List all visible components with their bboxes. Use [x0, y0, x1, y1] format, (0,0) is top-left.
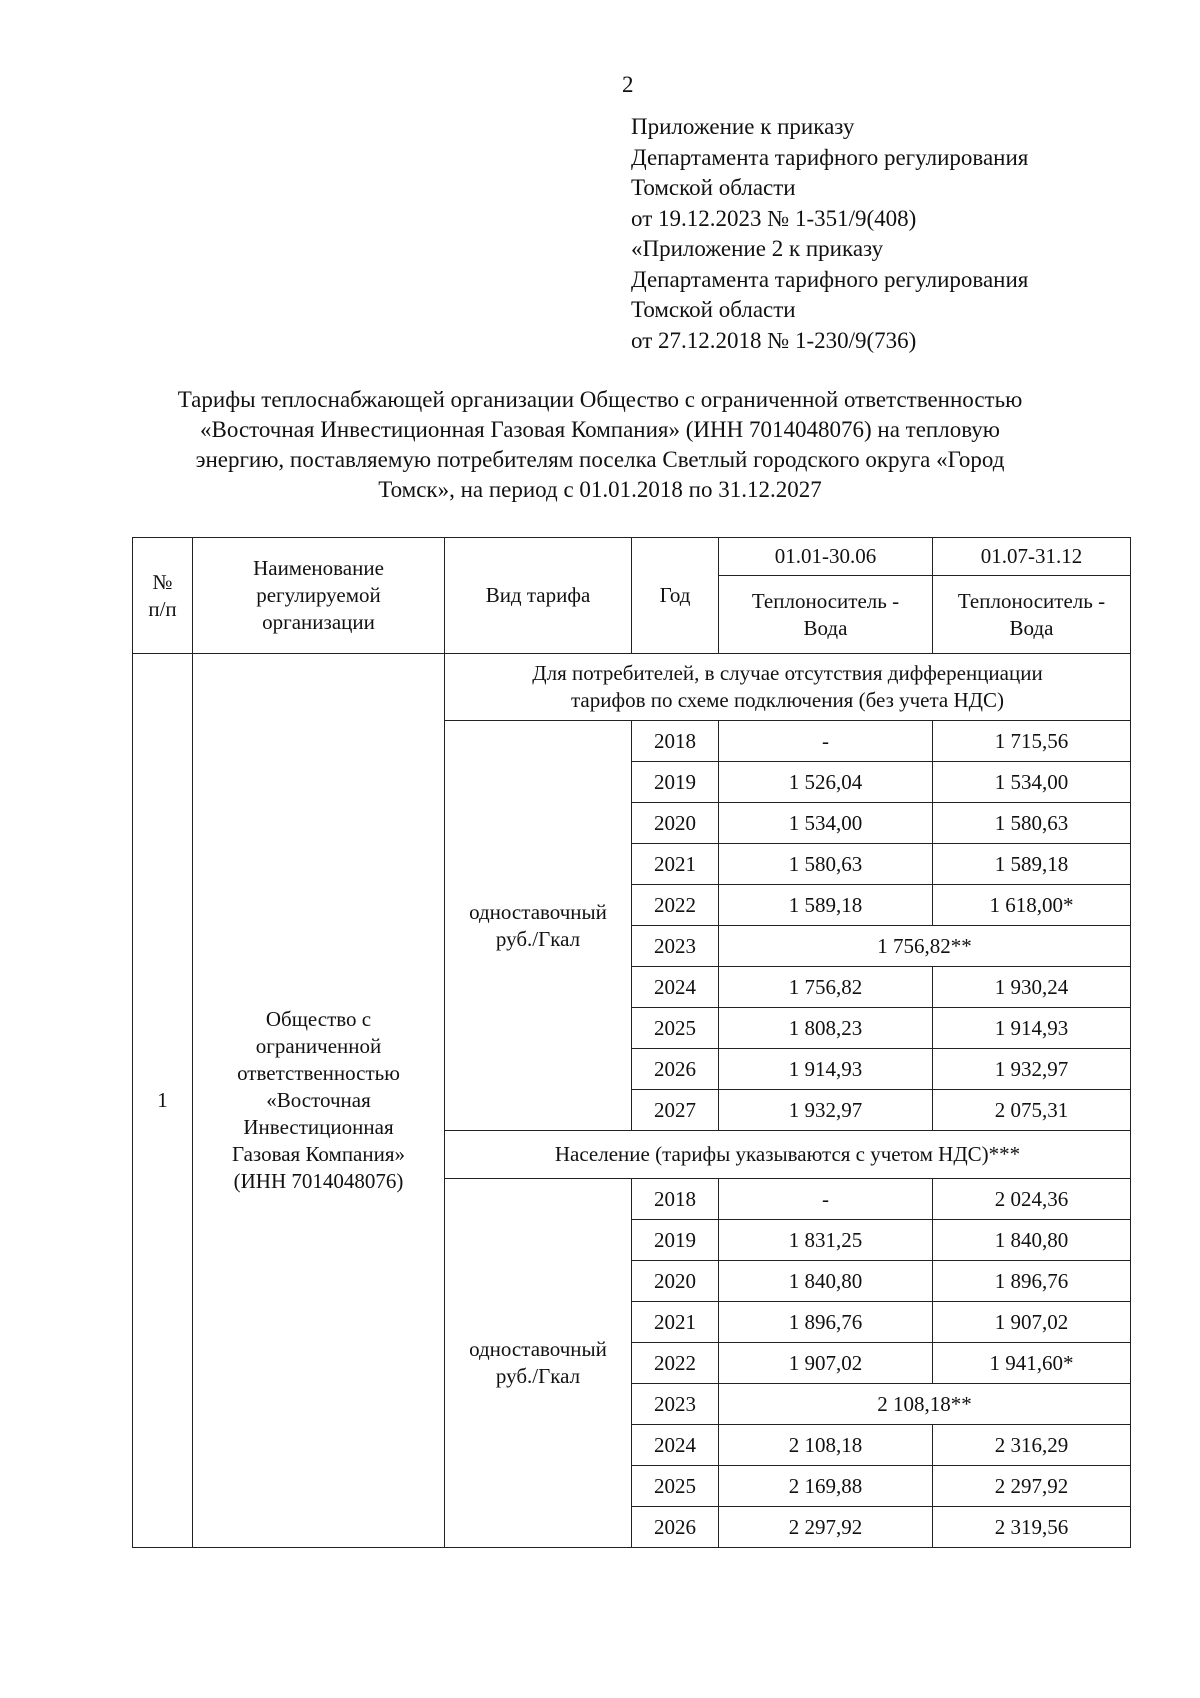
header-medium-line: Теплоноситель - — [751, 588, 900, 613]
tariff-value-h2: 2 297,92 — [933, 1466, 1131, 1507]
header-line: Приложение к приказу — [631, 114, 855, 139]
header-org — [193, 538, 445, 654]
organization-name-line: Газовая Компания» — [231, 1142, 406, 1166]
section-title-line: Для потребителей, в случае отсутствия дифференциации — [532, 661, 1043, 685]
tariff-value-h2: 1 840,80 — [933, 1220, 1131, 1261]
header-line: от 27.12.2018 № 1-230/9(736) — [631, 327, 917, 353]
document-title — [110, 385, 1090, 505]
tariff-value-h1: 1 831,25 — [719, 1220, 933, 1261]
tariff-value-h1: 2 108,18 — [719, 1425, 933, 1466]
year-cell: 2019 — [632, 762, 719, 803]
year-cell: 2020 — [632, 803, 719, 844]
year-cell: 2024 — [632, 967, 719, 1008]
organization-name-line: Общество с — [265, 1007, 372, 1031]
year-cell: 2018 — [632, 721, 719, 762]
tariff-value-merged: 1 756,82** — [719, 926, 1131, 967]
section-header-row — [133, 654, 1131, 721]
tariff-value-h1: 1 534,00 — [719, 803, 933, 844]
tariff-value-h2: 1 715,56 — [933, 721, 1131, 762]
title-line: Тарифы теплоснабжающей организации Общество с ограниченной ответственностью — [177, 387, 1023, 412]
section-title — [445, 654, 1131, 721]
tariff-value-h1: 1 840,80 — [719, 1261, 933, 1302]
header-org-line: Наименование — [253, 556, 384, 580]
header-medium-line: Вода — [1009, 615, 1054, 640]
tariff-value-h2: 1 907,02 — [933, 1302, 1131, 1343]
tariff-value-h2: 2 075,31 — [933, 1090, 1131, 1131]
year-cell: 2025 — [632, 1466, 719, 1507]
section-title-line: тарифов по схеме подключения (без учета НДС) — [570, 688, 1004, 712]
tariff-value-h1: 1 896,76 — [719, 1302, 933, 1343]
year-cell: 2018 — [632, 1179, 719, 1220]
order-header — [631, 112, 1028, 356]
tariff-value-h2: 1 580,63 — [933, 803, 1131, 844]
header-org-line: организации — [262, 610, 375, 634]
title-line: Томск», на период с 01.01.2018 по 31.12.2027 — [378, 477, 822, 502]
year-cell: 2023 — [632, 926, 719, 967]
header-num — [133, 538, 193, 654]
tariff-value-h1: 1 932,97 — [719, 1090, 933, 1131]
organization-name-line: ограниченной — [255, 1034, 382, 1058]
section-title-line: Население (тарифы указываются с учетом НДС)*** — [554, 1142, 1021, 1166]
year-cell: 2022 — [632, 1343, 719, 1384]
tariff-value-h1: - — [719, 1179, 933, 1220]
header-num-line: № — [152, 569, 173, 594]
tariff-value-h1: 2 297,92 — [719, 1507, 933, 1548]
header-medium-line: Вода — [803, 615, 848, 640]
header-num-line: п/п — [148, 596, 177, 621]
tariff-type-line: руб./Гкал — [495, 926, 581, 951]
tariff-value-h2: 2 316,29 — [933, 1425, 1131, 1466]
section-title — [445, 1131, 1131, 1179]
year-cell: 2025 — [632, 1008, 719, 1049]
organization-name-line: ответственностью — [237, 1061, 400, 1085]
header-tariff-type: Вид тарифа — [445, 538, 632, 654]
header-line: Томской области — [631, 297, 796, 322]
tariff-value-h2: 1 932,97 — [933, 1049, 1131, 1090]
tariff-value-h2: 1 534,00 — [933, 762, 1131, 803]
header-medium-2 — [933, 576, 1131, 654]
header-period-2: 01.07-31.12 — [933, 538, 1131, 576]
header-line: от 19.12.2023 № 1-351/9(408) — [631, 205, 917, 231]
tariff-value-h2: 1 589,18 — [933, 844, 1131, 885]
organization-name-line: (ИНН 7014048076) — [233, 1169, 404, 1193]
year-cell: 2020 — [632, 1261, 719, 1302]
tariff-value-h1: 1 526,04 — [719, 762, 933, 803]
title-line: «Восточная Инвестиционная Газовая Компания» (ИНН 7014048076) на тепловую — [200, 417, 1000, 442]
tariff-value-h2: 1 930,24 — [933, 967, 1131, 1008]
header-period-1: 01.01-30.06 — [719, 538, 933, 576]
header-line: Томской области — [631, 175, 796, 200]
tariff-value-h2: 2 319,56 — [933, 1507, 1131, 1548]
header-row — [133, 538, 1131, 576]
organization-name-line: «Восточная — [266, 1088, 371, 1112]
tariff-table — [132, 537, 1131, 1548]
header-line: Департамента тарифного регулирования — [631, 266, 1029, 292]
year-cell: 2026 — [632, 1049, 719, 1090]
tariff-value-h1: 2 169,88 — [719, 1466, 933, 1507]
tariff-type — [445, 1179, 632, 1548]
tariff-value-merged: 2 108,18** — [719, 1384, 1131, 1425]
year-cell: 2026 — [632, 1507, 719, 1548]
tariff-type — [445, 721, 632, 1131]
tariff-value-h2: 1 618,00* — [933, 885, 1131, 926]
tariff-value-h1: 1 808,23 — [719, 1008, 933, 1049]
tariff-value-h2: 1 896,76 — [933, 1261, 1131, 1302]
tariff-value-h1: 1 914,93 — [719, 1049, 933, 1090]
tariff-type-line: руб./Гкал — [495, 1364, 581, 1388]
tariff-value-h2: 2 024,36 — [933, 1179, 1131, 1220]
header-line: Департамента тарифного регулирования — [631, 144, 1029, 170]
organization-name — [193, 654, 445, 1548]
tariff-value-h1: - — [719, 721, 933, 762]
year-cell: 2027 — [632, 1090, 719, 1131]
tariff-value-h2: 1 941,60* — [933, 1343, 1131, 1384]
page-number: 2 — [622, 72, 634, 97]
year-cell: 2021 — [632, 844, 719, 885]
tariff-type-line: одноставочный — [469, 899, 607, 924]
year-cell: 2019 — [632, 1220, 719, 1261]
tariff-value-h1: 1 589,18 — [719, 885, 933, 926]
year-cell: 2023 — [632, 1384, 719, 1425]
year-cell: 2021 — [632, 1302, 719, 1343]
header-medium-1 — [719, 576, 933, 654]
tariff-value-h2: 1 914,93 — [933, 1008, 1131, 1049]
tariff-value-h1: 1 580,63 — [719, 844, 933, 885]
title-line: энергию, поставляемую потребителям поселка Светлый городского округа «Город — [195, 447, 1005, 472]
header-org-line: регулируемой — [256, 583, 381, 607]
row-number: 1 — [133, 654, 193, 1548]
header-medium-line: Теплоноситель - — [957, 588, 1106, 613]
tariff-type-line: одноставочный — [469, 1337, 607, 1361]
organization-name-line: Инвестиционная — [243, 1115, 394, 1139]
year-cell: 2022 — [632, 885, 719, 926]
header-year: Год — [632, 538, 719, 654]
header-line: «Приложение 2 к приказу — [631, 236, 884, 261]
year-cell: 2024 — [632, 1425, 719, 1466]
tariff-value-h1: 1 756,82 — [719, 967, 933, 1008]
tariff-value-h1: 1 907,02 — [719, 1343, 933, 1384]
